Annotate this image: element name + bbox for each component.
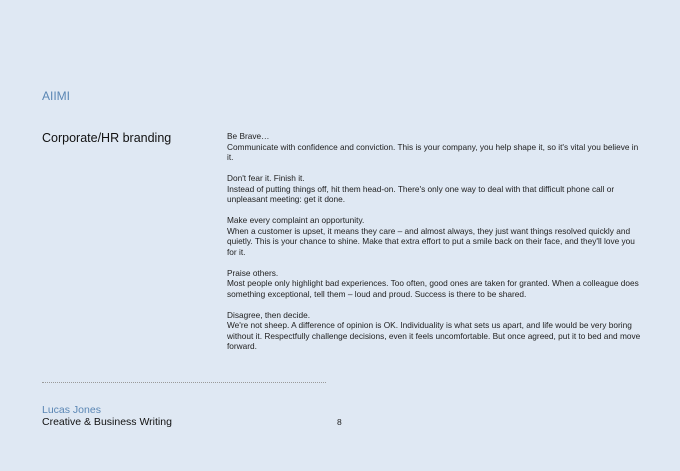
paragraph-text: When a customer is upset, it means they care – and almost always, they just want things resolved quickly and quietly. This is your chance to shine. Make that extra effort to put a smile back on their face, and they'll love you for it.	[227, 225, 635, 257]
author-name: Lucas Jones	[42, 404, 101, 416]
page-number: 8	[337, 417, 342, 427]
paragraph-heading: Disagree, then decide.	[227, 309, 311, 320]
footer-title: Creative & Business Writing	[42, 416, 172, 428]
paragraph-heading: Don't fear it. Finish it.	[227, 173, 305, 183]
paragraph-be-brave	[227, 131, 643, 163]
paragraph-complaint-opportunity	[227, 215, 643, 257]
paragraph-dont-fear-it	[227, 173, 643, 205]
paragraph-text: Most people only highlight bad experiences. Too often, good ones are taken for granted. When a colleague does something exceptional, tell them – loud and proud. Success is there to be shared.	[227, 278, 639, 299]
section-title: Corporate/HR branding	[42, 131, 172, 145]
body-text	[227, 131, 643, 362]
paragraph-heading: Praise others.	[227, 267, 279, 278]
paragraph-text: Instead of putting things off, hit them head-on. There's only one way to deal with that difficult phone call or unpleasant meeting: get it done.	[227, 183, 615, 204]
paragraph-text: Communicate with confidence and conviction. This is your company, you help shape it, so it's vital you believe in it.	[227, 141, 639, 162]
paragraph-text: We're not sheep. A difference of opinion is OK. Individuality is what sets us apart, and life would be very boring without it. Respectfully challenge decisions, even it feels uncomfortable. But once agreed, put it to bed and move forward.	[227, 320, 641, 351]
footer-divider	[42, 382, 326, 383]
paragraph-heading: Make every complaint an opportunity.	[227, 215, 365, 225]
paragraph-heading: Be Brave…	[227, 131, 270, 141]
paragraph-praise-others	[227, 268, 643, 300]
org-name: AIIMI	[42, 89, 71, 103]
paragraph-disagree-decide	[227, 310, 643, 352]
